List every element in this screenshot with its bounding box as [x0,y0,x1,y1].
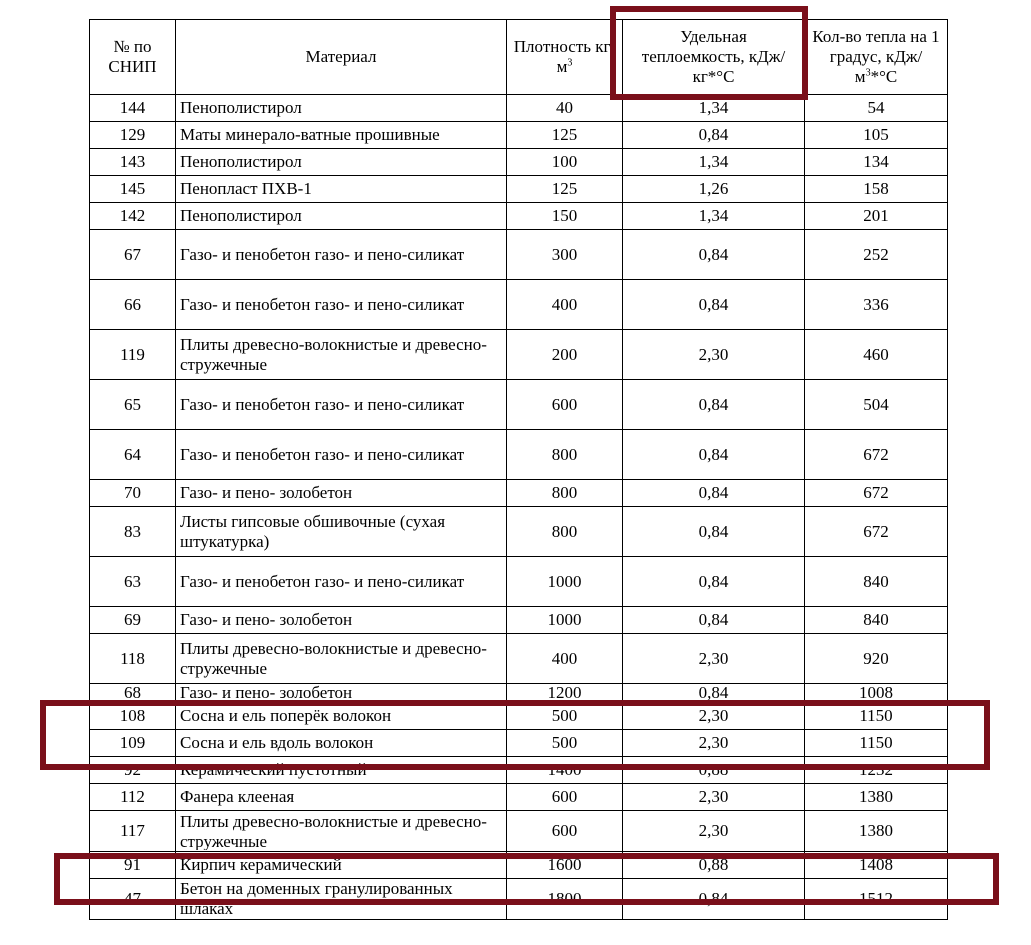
cell-material: Плиты древесно-волокнистые и древесно-стружечные [176,330,507,380]
cell-density: 1800 [507,879,623,920]
cell-heat: 2,30 [623,634,805,684]
cell-no: 143 [90,149,176,176]
cell-material: Газо- и пено- золобетон [176,607,507,634]
header-density: Плотность $кг/м^3$ [507,20,623,95]
cell-material: Газо- и пенобетон газо- и пено-силикат [176,430,507,480]
table-row [90,784,948,811]
cell-heat: 0,84 [623,684,805,703]
header-heat-per-degree: Кол-во тепла на 1 градус, кДж/$м^3*^\circ С$ [805,20,948,95]
cell-density: 1000 [507,607,623,634]
cell-q: 1512 [805,879,948,920]
cell-q: 201 [805,203,948,230]
cell-q: 672 [805,480,948,507]
table-row [90,430,948,480]
cell-heat: 0,84 [623,430,805,480]
cell-density: 150 [507,203,623,230]
cell-density: 100 [507,149,623,176]
table-row [90,879,948,920]
cell-density: 1200 [507,684,623,703]
cell-material: Кирпич керамический [176,852,507,879]
table-row [90,330,948,380]
cell-heat: 0,84 [623,607,805,634]
table-row [90,684,948,703]
cell-heat: 2,30 [623,811,805,852]
cell-no: 64 [90,430,176,480]
cell-q: 1408 [805,852,948,879]
cell-material: Маты минерало-ватные прошивные [176,122,507,149]
cell-heat: 0,84 [623,122,805,149]
cell-heat: 1,26 [623,176,805,203]
cell-q: 920 [805,634,948,684]
cell-density: 500 [507,703,623,730]
table-row [90,122,948,149]
cell-density: 500 [507,730,623,757]
cell-material: Пенополистирол [176,203,507,230]
cell-heat: 2,30 [623,784,805,811]
cell-material: Газо- и пенобетон газо- и пено-силикат [176,230,507,280]
table-row [90,557,948,607]
cell-density: 600 [507,811,623,852]
cell-density: 400 [507,634,623,684]
cell-q: 1150 [805,730,948,757]
cell-no: 67 [90,230,176,280]
cell-density: 600 [507,380,623,430]
cell-heat: 2,30 [623,330,805,380]
cell-material: Пенополистирол [176,149,507,176]
cell-no: 112 [90,784,176,811]
cell-no: 92 [90,757,176,784]
cell-material [176,811,507,852]
cell-material: Сосна и ель вдоль волокон [176,730,507,757]
cell-heat: 2,30 [623,730,805,757]
cell-q: 158 [805,176,948,203]
cell-no: 117 [90,811,176,852]
cell-density: 125 [507,176,623,203]
cell-no: 83 [90,507,176,557]
cell-q: 54 [805,95,948,122]
cell-material: Газо- и пено- золобетон [176,684,507,703]
header-specific-heat: Удельная теплоемкость, кДж/кг*°С [623,20,805,95]
table-row [90,634,948,684]
table-row [90,149,948,176]
cell-q: 1008 [805,684,948,703]
cell-no: 66 [90,280,176,330]
table-row [90,176,948,203]
table-row [90,480,948,507]
cell-material: Бетон на доменных гранулированных шлаках [176,879,507,920]
cell-density: 300 [507,230,623,280]
cell-density: 1000 [507,557,623,607]
table-row [90,607,948,634]
cell-density: 800 [507,507,623,557]
cell-density: 800 [507,480,623,507]
cell-no: 108 [90,703,176,730]
cell-heat: 1,34 [623,203,805,230]
cell-material: Керамический пустотный [176,757,507,784]
materials-table [89,19,948,920]
cell-q: 672 [805,430,948,480]
cell-q: 105 [805,122,948,149]
cell-heat: 0,88 [623,852,805,879]
cell-material: Сосна и ель поперёк волокон [176,703,507,730]
table-row [90,230,948,280]
table-row [90,730,948,757]
cell-no: 142 [90,203,176,230]
cell-material: Газо- и пенобетон газо- и пено-силикат [176,280,507,330]
cell-heat: 0,84 [623,507,805,557]
table-row [90,852,948,879]
table-row [90,811,948,852]
cell-q: 840 [805,607,948,634]
cell-no: 119 [90,330,176,380]
cell-no: 129 [90,122,176,149]
cell-q: 840 [805,557,948,607]
cell-no: 68 [90,684,176,703]
cell-no: 109 [90,730,176,757]
cell-heat: 0,84 [623,280,805,330]
cell-material: Плиты древесно-волокнистые и древесно-стружечные [176,634,507,684]
table-row [90,757,948,784]
cell-density: 1600 [507,852,623,879]
cell-q: 1380 [805,811,948,852]
header-snip-no: № по СНИП [90,20,176,95]
cell-density: 1400 [507,757,623,784]
cell-heat: 1,34 [623,95,805,122]
cell-density: 40 [507,95,623,122]
cell-no: 70 [90,480,176,507]
cell-q: 1380 [805,784,948,811]
cell-heat: 0,84 [623,230,805,280]
cell-density: 125 [507,122,623,149]
cell-heat: 1,34 [623,149,805,176]
header-row [90,20,948,95]
cell-material: Листы гипсовые обшивочные (сухая штукатурка) [176,507,507,557]
cell-density: 600 [507,784,623,811]
cell-q: 460 [805,330,948,380]
cell-material: Пенопласт ПХВ-1 [176,176,507,203]
cell-no: 65 [90,380,176,430]
cell-no: 118 [90,634,176,684]
table-row [90,280,948,330]
cell-heat: 0,84 [623,480,805,507]
cell-material: Газо- и пенобетон газо- и пено-силикат [176,557,507,607]
cell-q: 672 [805,507,948,557]
table-row [90,95,948,122]
cell-no: 63 [90,557,176,607]
cell-q: 134 [805,149,948,176]
cell-material: Газо- и пено- золобетон [176,480,507,507]
cell-heat: 0,84 [623,380,805,430]
cell-heat: 0,88 [623,757,805,784]
header-material: Материал [176,20,507,95]
table-row [90,380,948,430]
cell-material: Фанера клееная [176,784,507,811]
cell-density: 800 [507,430,623,480]
cell-no: 47 [90,879,176,920]
cell-q: 1150 [805,703,948,730]
cell-density: 400 [507,280,623,330]
cell-material: Газо- и пенобетон газо- и пено-силикат [176,380,507,430]
cell-q: 1232 [805,757,948,784]
table-row [90,703,948,730]
cell-q: 336 [805,280,948,330]
cell-material-text: Плиты древесно-волокнистые и древесно-стружечные [180,812,487,850]
cell-no: 69 [90,607,176,634]
table-row [90,203,948,230]
cell-heat: 0,84 [623,879,805,920]
cell-no: 145 [90,176,176,203]
table-row [90,507,948,557]
cell-density: 200 [507,330,623,380]
cell-heat: 2,30 [623,703,805,730]
cell-material: Пенополистирол [176,95,507,122]
cell-q: 504 [805,380,948,430]
cell-no: 91 [90,852,176,879]
cell-heat: 0,84 [623,557,805,607]
cell-q: 252 [805,230,948,280]
cell-no: 144 [90,95,176,122]
